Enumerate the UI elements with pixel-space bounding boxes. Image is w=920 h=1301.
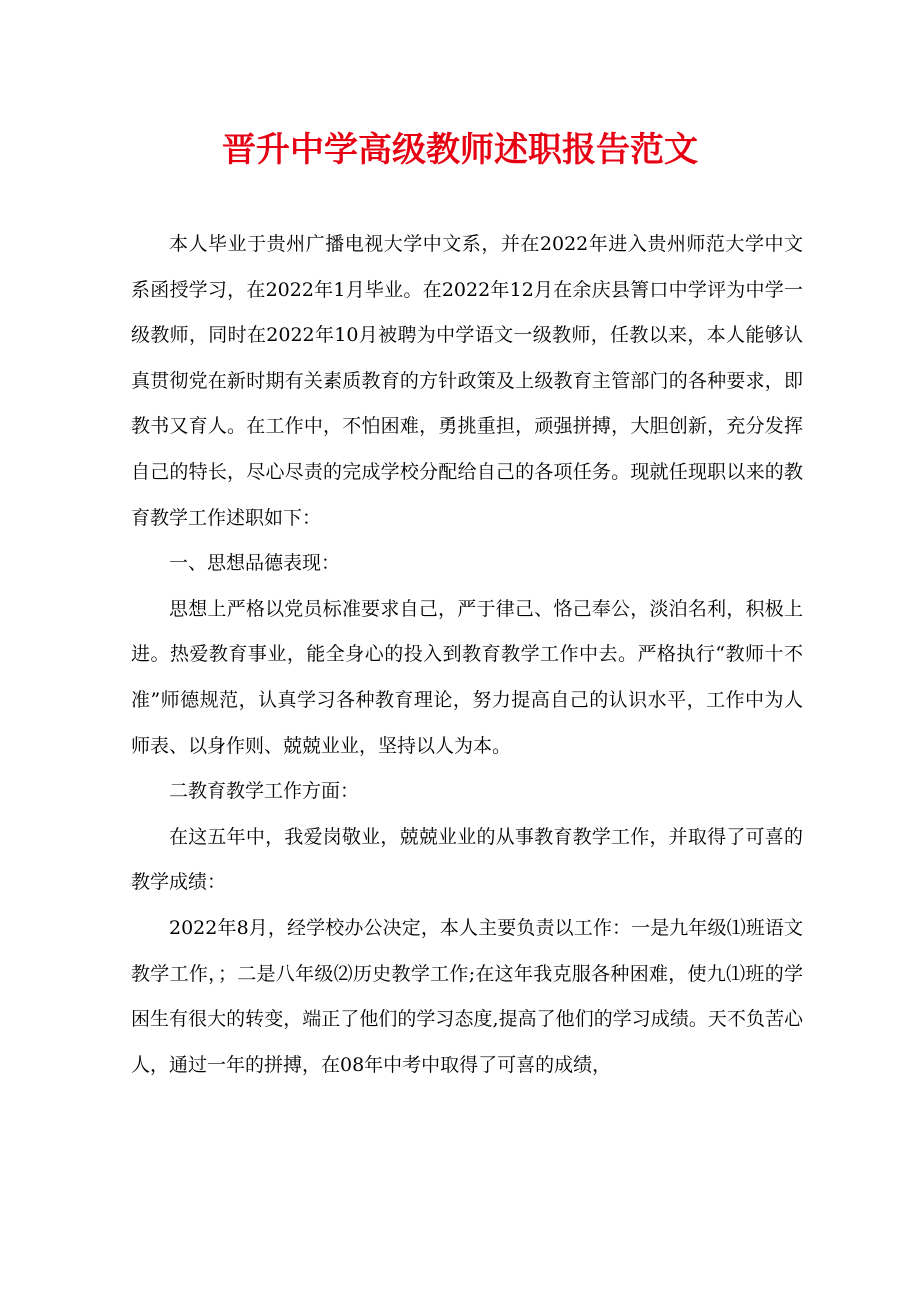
paragraph-ideology: 思想上严格以党员标准要求自己，严于律己、恪己奉公，淡泊名利，积极上进。热爱教育事业，能全身心的投入到教育教学工作中去。严格执行“教师十不准”师德规范，认真学习各种教育理论，努力提高自己的认识水平，工作中为人师表、以身作则、兢兢业业，坚持以人为本。 (131, 597, 803, 757)
paragraph-teaching-summary: 在这五年中，我爱岗敬业，兢兢业业的从事教育教学工作，并取得了可喜的教学成绩： (131, 825, 803, 894)
paragraph-teaching-detail: 2022年8月，经学校办公决定，本人主要负责以工作：一是九年级⑴班语文教学工作，；二是八年级⑵历史教学工作;在这年我克服各种困难，使九⑴班的学困生有很大的转变，端正了他们的学习态度,提高了他们的学习成绩。天不负苦心人，通过一年的拼搏，在08年中考中取得了可喜的成绩， (131, 916, 803, 1076)
paragraph-intro: 本人毕业于贵州广播电视大学中文系，并在2022年进入贵州师范大学中文系函授学习，在2022年1月毕业。在2022年12月在余庆县箐口中学评为中学一级教师，同时在2022年10月被聘为中学语文一级教师，任教以来，本人能够认真贯彻党在新时期有关素质教育的方针政策及上级教育主管部门的各种要求，即教书又育人。在工作中，不怕困难，勇挑重担，顽强拼搏，大胆创新，充分发挥自己的特长，尽心尽责的完成学校分配给自己的各项任务。现就任现职以来的教育教学工作述职如下： (131, 233, 803, 529)
section-heading-teaching: 二教育教学工作方面： (169, 780, 360, 803)
document-title: 晋升中学高级教师述职报告范文 (222, 130, 698, 170)
section-heading-ideology: 一、思想品德表现： (169, 552, 341, 575)
document-body (131, 222, 803, 1088)
